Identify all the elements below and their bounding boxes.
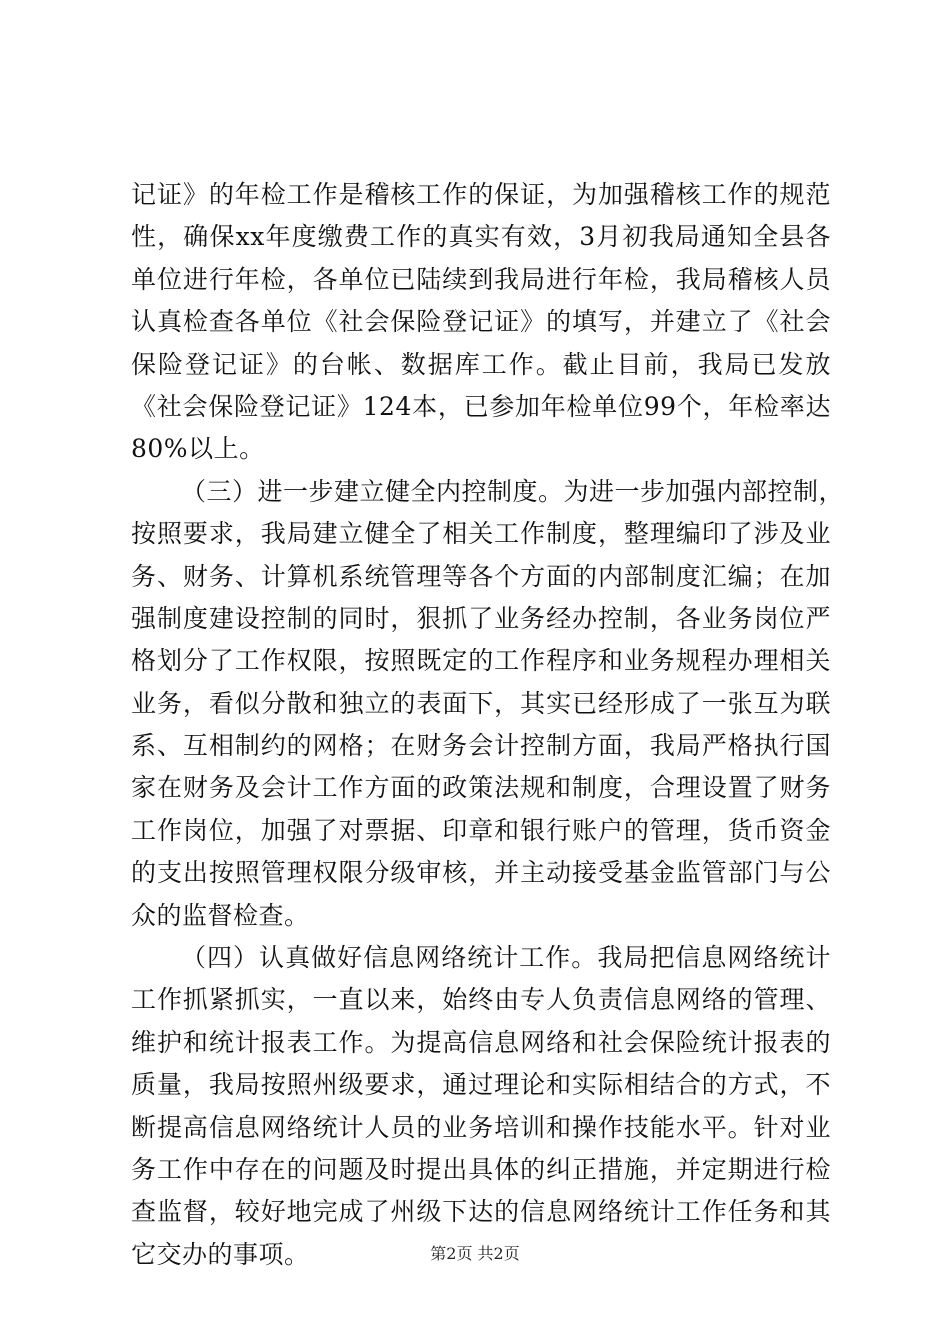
text-line: 性，确保xx年度缴费工作的真实有效，3月初我局通知全县各: [131, 222, 831, 252]
body-text: [131, 174, 845, 1276]
text-line: 查监督，较好地完成了州级下达的信息网络统计工作任务和其: [131, 1197, 831, 1227]
text-line: 众的监督检查。: [131, 900, 310, 930]
text-line: 家在财务及会计工作方面的政策法规和制度，合理设置了财务: [131, 773, 831, 803]
text-line: 认真检查各单位《社会保险登记证》的填写，并建立了《社会: [131, 307, 831, 337]
page-number-footer: 第2页 共2页: [430, 1244, 520, 1263]
text-line: 务、财务、计算机系统管理等各个方面的内部制度汇编；在加: [131, 561, 831, 591]
paragraph-heading-3: （三）进一步建立健全内控制度。为进一步加强内部控制，: [181, 476, 845, 506]
paragraph-heading-4: （四）认真做好信息网络统计工作。我局把信息网络统计: [181, 943, 831, 973]
text-line: 保险登记证》的台帐、数据库工作。截止目前，我局已发放: [131, 349, 831, 379]
text-line: 系、互相制约的网格；在财务会计控制方面，我局严格执行国: [131, 731, 831, 761]
text-line: 的支出按照管理权限分级审核，并主动接受基金监管部门与公: [131, 858, 831, 888]
text-line: 工作岗位，加强了对票据、印章和银行账户的管理，货币资金: [131, 815, 831, 845]
text-line: 业务，看似分散和独立的表面下，其实已经形成了一张互为联: [131, 688, 831, 718]
text-line: 单位进行年检，各单位已陆续到我局进行年检，我局稽核人员: [131, 264, 831, 294]
text-line: 质量，我局按照州级要求，通过理论和实际相结合的方式，不: [131, 1070, 831, 1100]
text-line: 格划分了工作权限，按照既定的工作程序和业务规程办理相关: [131, 646, 831, 676]
text-line: 工作抓紧抓实，一直以来，始终由专人负责信息网络的管理、: [131, 985, 831, 1015]
text-line: 记证》的年检工作是稽核工作的保证，为加强稽核工作的规范: [131, 180, 831, 209]
text-line: 断提高信息网络统计人员的业务培训和操作技能水平。针对业: [131, 1112, 831, 1142]
text-line: 《社会保险登记证》124本，已参加年检单位99个，年检率达: [131, 391, 831, 421]
text-line: 80%以上。: [131, 434, 265, 464]
text-line: 强制度建设控制的同时，狠抓了业务经办控制，各业务岗位严: [131, 603, 831, 633]
text-line: 按照要求，我局建立健全了相关工作制度，整理编印了涉及业: [131, 519, 831, 549]
text-line: 它交办的事项。: [131, 1239, 310, 1269]
text-line: 维护和统计报表工作。为提高信息网络和社会保险统计报表的: [131, 1027, 831, 1057]
text-line: 务工作中存在的问题及时提出具体的纠正措施，并定期进行检: [131, 1154, 831, 1184]
